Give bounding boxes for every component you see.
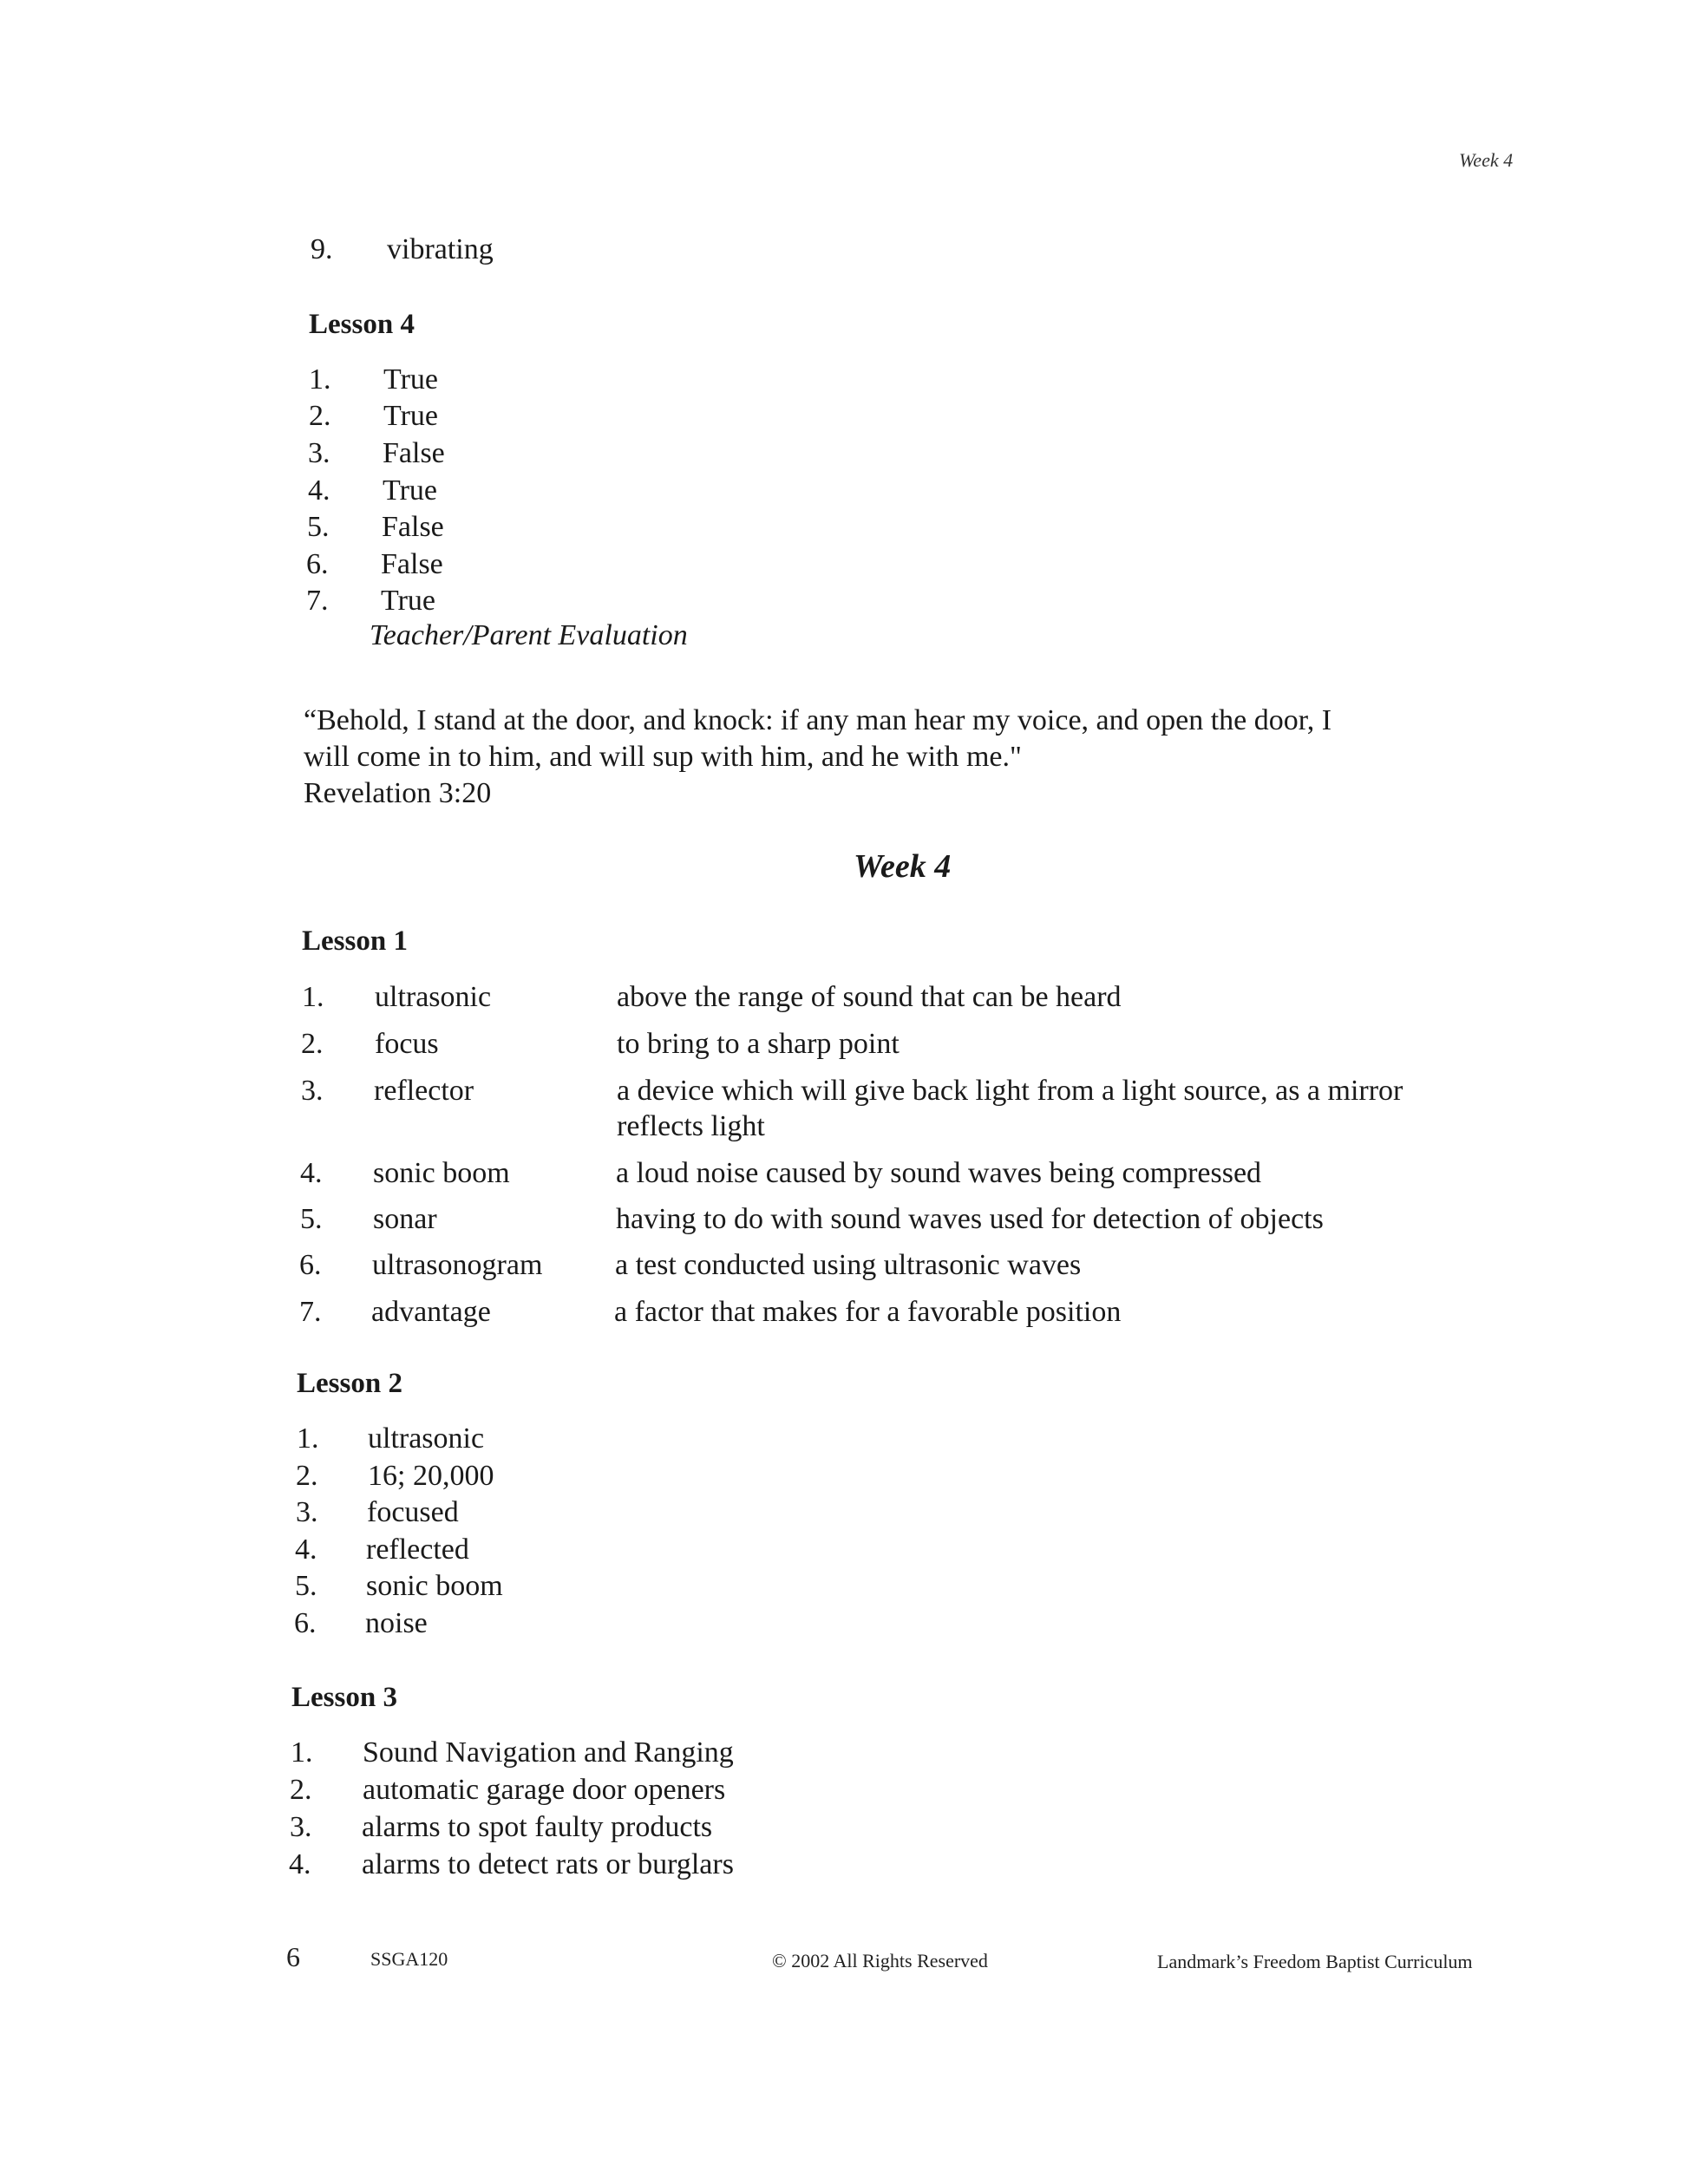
vocab-definition: having to do with sound waves used for detection of objects bbox=[616, 1203, 1324, 1235]
publisher-name: Landmark’s Freedom Baptist Curriculum bbox=[1157, 1951, 1473, 1972]
vocab-term: advantage bbox=[371, 1296, 491, 1328]
vocab-definition: a factor that makes for a favorable position bbox=[614, 1296, 1122, 1328]
list-item-number: 3. bbox=[301, 1075, 324, 1107]
vocab-term: ultrasonic bbox=[375, 981, 492, 1013]
evaluation-note: Teacher/Parent Evaluation bbox=[370, 619, 688, 651]
running-head: Week 4 bbox=[1459, 149, 1514, 171]
list-item-number: 1. bbox=[302, 981, 324, 1013]
list-item-number: 3. bbox=[308, 437, 330, 469]
lesson-4-heading: Lesson 4 bbox=[309, 309, 415, 340]
page-number: 6 bbox=[286, 1941, 300, 1972]
list-item-text: automatic garage door openers bbox=[363, 1774, 726, 1806]
list-item-number: 6. bbox=[306, 548, 329, 580]
vocab-definition: a device which will give back light from a light source, as a mirror bbox=[617, 1075, 1403, 1107]
list-item-text: alarms to spot faulty products bbox=[362, 1811, 713, 1843]
lesson-1-heading: Lesson 1 bbox=[302, 925, 408, 957]
vocab-definition-continued: reflects light bbox=[617, 1110, 765, 1142]
verse-line-1: “Behold, I stand at the door, and knock: if any man hear my voice, and open the door, I bbox=[304, 704, 1332, 736]
list-item-number: 2. bbox=[309, 400, 331, 432]
list-item-number: 1. bbox=[291, 1736, 313, 1769]
list-item-number: 2. bbox=[301, 1028, 324, 1060]
list-item-text: True bbox=[381, 585, 435, 617]
list-item-text: False bbox=[383, 437, 445, 469]
list-item-number: 4. bbox=[308, 474, 330, 507]
list-item-text: Sound Navigation and Ranging bbox=[363, 1736, 734, 1769]
list-item-text: True bbox=[383, 400, 438, 432]
vocab-term: sonar bbox=[373, 1203, 437, 1235]
list-item-number: 9. bbox=[311, 233, 333, 265]
verse-line-2: will come in to him, and will sup with him, and he with me." bbox=[304, 741, 1022, 773]
course-code: SSGA120 bbox=[370, 1948, 448, 1970]
list-item-text: sonic boom bbox=[366, 1570, 503, 1602]
list-item-number: 2. bbox=[296, 1460, 318, 1492]
list-item-number: 5. bbox=[300, 1203, 323, 1235]
lesson-2-heading: Lesson 2 bbox=[297, 1368, 402, 1399]
list-item-text: alarms to detect rats or burglars bbox=[362, 1848, 734, 1880]
list-item-text: reflected bbox=[366, 1533, 469, 1566]
list-item-text: focused bbox=[367, 1496, 459, 1528]
list-item-number: 5. bbox=[307, 511, 330, 543]
list-item-text: False bbox=[381, 548, 443, 580]
list-item-text: False bbox=[382, 511, 444, 543]
list-item-number: 3. bbox=[296, 1496, 318, 1528]
week-title: Week 4 bbox=[854, 848, 952, 885]
list-item-text: True bbox=[383, 363, 438, 396]
vocab-definition: a test conducted using ultrasonic waves bbox=[615, 1249, 1082, 1281]
list-item-number: 7. bbox=[306, 585, 329, 617]
list-item-number: 5. bbox=[295, 1570, 317, 1602]
list-item-text: 16; 20,000 bbox=[368, 1460, 494, 1492]
list-item-number: 6. bbox=[294, 1607, 317, 1639]
verse-reference: Revelation 3:20 bbox=[304, 777, 492, 809]
list-item-number: 4. bbox=[289, 1848, 311, 1880]
list-item-number: 2. bbox=[290, 1774, 312, 1806]
list-item-number: 3. bbox=[290, 1811, 312, 1843]
list-item-text: noise bbox=[365, 1607, 428, 1639]
copyright-notice: © 2002 All Rights Reserved bbox=[772, 1950, 988, 1971]
vocab-definition: to bring to a sharp point bbox=[617, 1028, 900, 1060]
vocab-definition: a loud noise caused by sound waves being compressed bbox=[616, 1157, 1262, 1189]
vocab-term: ultrasonogram bbox=[372, 1249, 543, 1281]
list-item-text: vibrating bbox=[387, 233, 494, 265]
lesson-3-heading: Lesson 3 bbox=[291, 1682, 397, 1713]
vocab-term: focus bbox=[375, 1028, 439, 1060]
list-item-number: 4. bbox=[300, 1157, 323, 1189]
list-item-number: 4. bbox=[295, 1533, 317, 1566]
vocab-term: reflector bbox=[374, 1075, 474, 1107]
list-item-text: True bbox=[383, 474, 437, 507]
list-item-text: ultrasonic bbox=[368, 1422, 485, 1455]
vocab-definition: above the range of sound that can be heard bbox=[617, 981, 1122, 1013]
list-item-number: 6. bbox=[299, 1249, 322, 1281]
list-item-number: 1. bbox=[297, 1422, 319, 1455]
list-item-number: 1. bbox=[309, 363, 331, 396]
list-item-number: 7. bbox=[299, 1296, 322, 1328]
vocab-term: sonic boom bbox=[373, 1157, 510, 1189]
